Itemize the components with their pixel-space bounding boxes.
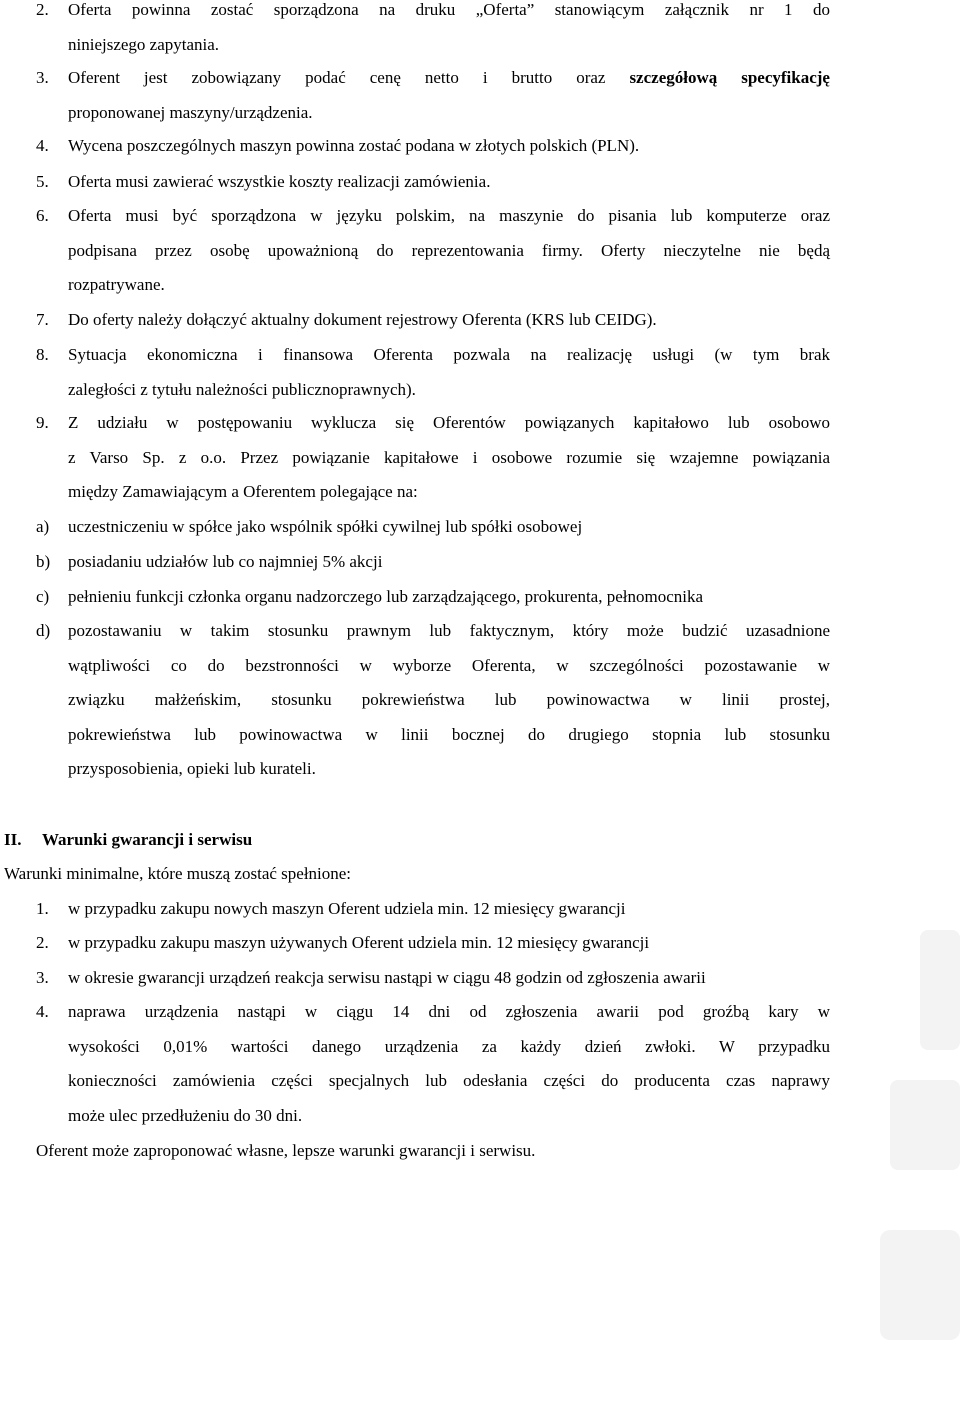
list-item-number: a) (36, 517, 50, 536)
list-item-text: Do oferty należy dołączyć aktualny dokument rejestrowy Oferenta (KRS lub CEIDG). (68, 310, 657, 329)
list-item-number: 6. (36, 206, 49, 225)
list-item-text: zaległości z tytułu należności publicznoprawnych). (68, 379, 416, 399)
list-item-text: przysposobienia, opieki lub kurateli. (68, 759, 316, 779)
list-item-line (0, 380, 960, 414)
list-item-text: pełnieniu funkcji członka organu nadzorczego lub zarządzającego, prokurenta, pełnomocnika (68, 587, 704, 606)
list-item-text: związku małżeńskim, stosunku pokrewieństwa lub powinowactwa w linii prostej, (68, 690, 830, 710)
list-item-line (0, 621, 960, 655)
list-item-text: proponowanej maszyny/urządzenia. (68, 102, 313, 122)
closing-paragraph (0, 1141, 960, 1175)
warranty-item-line (0, 1071, 960, 1105)
list-item-number: 7. (36, 310, 49, 329)
warranty-item-text: w przypadku zakupu maszyn używanych Oferent udziela min. 12 miesięcy gwarancji (68, 933, 650, 952)
list-item-text: z Varso Sp. z o.o. Przez powiązanie kapitałowe i osobowe rozumie się wzajemne powiązania (68, 447, 830, 467)
warranty-item-line (0, 1106, 960, 1140)
list-item-line (0, 206, 960, 240)
list-item-line (0, 35, 960, 69)
list-item-text: Sytuacja ekonomiczna i finansowa Oferenta pozwala na realizację usługi (w tym brak (68, 345, 830, 364)
list-item-line (0, 275, 960, 309)
list-item-line (0, 587, 960, 621)
list-item-line (0, 103, 960, 137)
watermark-shape (880, 1230, 960, 1340)
list-item-line (0, 172, 960, 206)
list-item-line (0, 345, 960, 379)
warranty-item-text: może ulec przedłużeniu do 30 dni. (68, 1105, 303, 1125)
list-item-number: 8. (36, 345, 49, 364)
warranty-item-line (0, 933, 960, 967)
list-item-line (0, 725, 960, 759)
warranty-item-text: konieczności zamówienia części specjalnych lub odesłania części do producenta czas naprawy (68, 1071, 830, 1091)
list-item-number: 2. (36, 0, 49, 19)
list-item-text: rozpatrywane. (68, 275, 165, 295)
list-item-line (0, 68, 960, 102)
warranty-item-text: w okresie gwarancji urządzeń reakcja serwisu nastąpi w ciągu 48 godzin od zgłoszenia awarii (68, 968, 706, 987)
section-intro (0, 864, 960, 898)
section-heading (0, 830, 960, 864)
list-item-line (0, 552, 960, 586)
warranty-item-number: 3. (36, 968, 49, 987)
warranty-item-number: 1. (36, 899, 49, 918)
warranty-item-number: 2. (36, 933, 49, 952)
list-item-text: niniejszego zapytania. (68, 34, 220, 54)
list-item-number: d) (36, 621, 51, 640)
list-item-text: między Zamawiającym a Oferentem polegające na: (68, 482, 418, 502)
list-item-number: b) (36, 552, 51, 571)
list-item-text: Oferta musi zawierać wszystkie koszty realizacji zamówienia. (68, 172, 491, 191)
warranty-item-text: naprawa urządzenia nastąpi w ciągu 14 dni od zgłoszenia awarii pod groźbą kary w (68, 1002, 830, 1021)
list-item-text: Z udziału w postępowaniu wyklucza się Oferentów powiązanych kapitałowo lub osobowo (68, 413, 830, 432)
list-item-line (0, 0, 960, 34)
list-item-line (0, 136, 960, 170)
warranty-item-line (0, 968, 960, 1002)
section-title: Warunki gwarancji i serwisu (42, 830, 253, 849)
warranty-item-line (0, 1002, 960, 1036)
warranty-item-text: wysokości 0,01% wartości danego urządzenia za każdy dzień zwłoki. W przypadku (68, 1036, 830, 1056)
list-item-number: 4. (36, 136, 49, 155)
list-item-text: Oferent jest zobowiązany podać cenę netto i brutto oraz szczegółową specyfikację (68, 68, 830, 87)
list-item-text: pokrewieństwa lub powinowactwa w linii bocznej do drugiego stopnia lub stosunku (68, 724, 830, 744)
bold-phrase: szczegółową specyfikację (629, 68, 830, 87)
list-item-number: 3. (36, 68, 49, 87)
list-item-number: 9. (36, 413, 49, 432)
closing-text: Oferent może zaproponować własne, lepsze warunki gwarancji i serwisu. (36, 1141, 536, 1160)
list-item-text: podpisana przez osobę upoważnioną do reprezentowania firmy. Oferty nieczytelne nie będą (68, 240, 830, 260)
warranty-item-text: w przypadku zakupu nowych maszyn Oferent udziela min. 12 miesięcy gwarancji (68, 899, 626, 918)
list-item-line (0, 517, 960, 551)
list-item-text: pozostawaniu w takim stosunku prawnym lub faktycznym, który może budzić uzasadnione (68, 621, 830, 640)
list-item-text: Oferta powinna zostać sporządzona na druku „Oferta” stanowiącym załącznik nr 1 do (68, 0, 830, 19)
list-item-number: 5. (36, 172, 49, 191)
warranty-item-line (0, 1037, 960, 1071)
list-item-line (0, 448, 960, 482)
section-intro-text: Warunki minimalne, które muszą zostać spełnione: (4, 864, 352, 883)
list-item-line (0, 310, 960, 344)
list-item-line (0, 690, 960, 724)
list-item-text: uczestniczeniu w spółce jako wspólnik spółki cywilnej lub spółki osobowej (68, 517, 583, 536)
list-item-text: wątpliwości co do bezstronności w wyborze Oferenta, w szczególności pozostawanie w (68, 655, 830, 675)
list-item-line (0, 759, 960, 793)
warranty-item-number: 4. (36, 1002, 49, 1021)
section-number: II. (4, 830, 22, 849)
list-item-text: posiadaniu udziałów lub co najmniej 5% akcji (68, 552, 383, 571)
list-item-number: c) (36, 587, 50, 606)
list-item-line (0, 656, 960, 690)
list-item-line (0, 482, 960, 516)
list-item-line (0, 413, 960, 447)
list-item-line (0, 241, 960, 275)
list-item-text: Wycena poszczególnych maszyn powinna zostać podana w złotych polskich (PLN). (68, 136, 640, 155)
list-item-text: Oferta musi być sporządzona w języku polskim, na maszynie do pisania lub komputerze oraz (68, 206, 830, 225)
warranty-item-line (0, 899, 960, 933)
